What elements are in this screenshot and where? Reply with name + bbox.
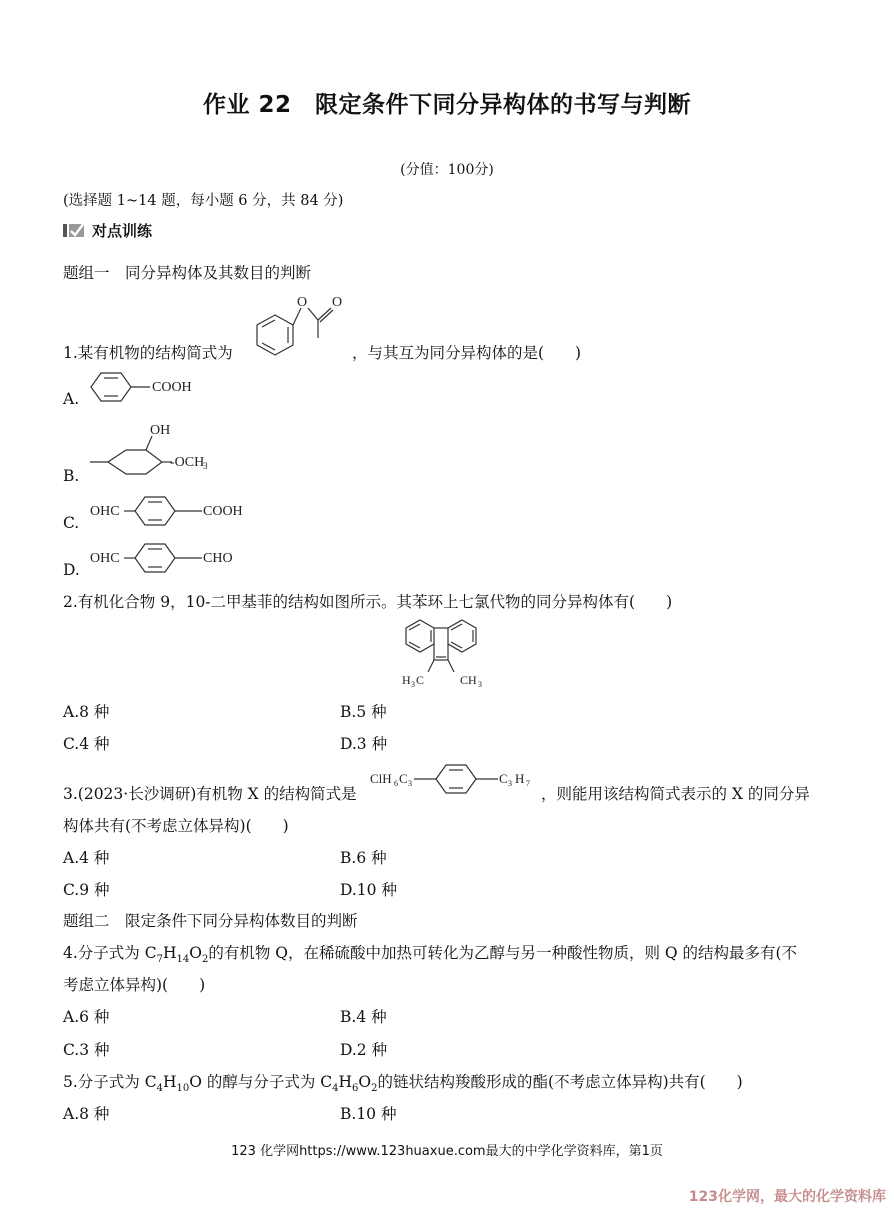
q3-left-sub2: 3	[408, 779, 412, 788]
q3-option-d: D.10 种	[340, 881, 397, 899]
q3-right-sub2: 7	[526, 779, 530, 788]
q1-phenyl-acetate-structure	[248, 290, 358, 360]
q1-a-cooh: COOH	[152, 380, 192, 395]
q4-line2: 考虑立体异构)( )	[63, 976, 206, 994]
q3-left-sub1: 6	[394, 779, 398, 788]
q3-suffix: ，则能用该结构简式表示的 X 的同分异	[541, 785, 810, 803]
q1-d-cho: CHO	[203, 551, 233, 566]
q1-c-ohc: OHC	[90, 504, 120, 519]
q3-prefix: 3.(2023·长沙调研)有机物 X 的结构简式是	[63, 785, 357, 803]
page-footer: 123 化学网https://www.123huaxue.com最大的中学化学资料库，第1页	[231, 1144, 663, 1159]
q3-structure	[370, 762, 545, 798]
q5-option-a: A.8 种	[63, 1105, 110, 1123]
section-title: 对点训练	[92, 222, 153, 240]
q1-option-d-label: D.	[63, 561, 80, 579]
q1-d-ohc: OHC	[90, 551, 120, 566]
group-heading-1: 题组一 同分异构体及其数目的判断	[63, 264, 312, 282]
score-note: (分值：100分)	[400, 162, 494, 178]
q1-b-oh: OH	[150, 423, 171, 438]
page-title: 作业 22 限定条件下同分异构体的书写与判断	[202, 92, 691, 118]
q1-option-c-label: C.	[63, 514, 80, 532]
q3-left-c: C	[399, 771, 408, 786]
q2-option-b: B.5 种	[340, 703, 387, 721]
q1-option-b-structure	[88, 418, 218, 484]
q1-c-cooh: COOH	[203, 504, 243, 519]
q2-option-d: D.3 种	[340, 735, 388, 753]
q2-me-left-sub: 3	[411, 680, 415, 689]
q2-stem: 2.有机化合物 9，10-二甲基菲的结构如图所示。其苯环上七氯代物的同分异构体有( )	[63, 593, 673, 611]
instructions: (选择题 1~14 题，每小题 6 分，共 84 分)	[63, 193, 344, 209]
q2-me-left-c: C	[416, 673, 425, 687]
q4-option-b: B.4 种	[340, 1008, 387, 1026]
q5-stem: 5.分子式为 $C_4H_{10}O$ 的醇与分子式为 $C_4H_6O_2$的链状结构羧酸形成的酯(不考虑立体异构)共有( )	[63, 1073, 743, 1095]
q3-option-a: A.4 种	[63, 849, 110, 867]
q4-option-a: A.6 种	[63, 1008, 110, 1026]
q2-me-right: CH	[460, 673, 477, 687]
q1-option-c-structure	[90, 494, 260, 530]
q3-left-clh: ClH	[370, 771, 392, 786]
q1-option-a-label: A.	[63, 390, 80, 408]
q1-suffix: ，与其互为同分异构体的是( )	[352, 344, 582, 362]
q3-option-c: C.9 种	[63, 881, 110, 899]
group-heading-2: 题组二 限定条件下同分异构体数目的判断	[63, 912, 358, 930]
q4-option-c: C.3 种	[63, 1041, 110, 1059]
q1-struct-o1: O	[297, 295, 308, 310]
q3-right-c: C	[499, 771, 508, 786]
q2-dimethylphenanthrene-structure	[400, 616, 500, 691]
q1-option-d-structure	[90, 541, 260, 577]
q1-option-a-structure	[88, 370, 208, 406]
q4-option-d: D.2 种	[340, 1041, 388, 1059]
q2-me-right-sub: 3	[478, 680, 482, 689]
q3-option-b: B.6 种	[340, 849, 387, 867]
watermark: 123化学网，最大的化学资料库	[688, 1189, 886, 1205]
q3-right-sub1: 3	[508, 779, 512, 788]
q3-line2: 构体共有(不考虑立体异构)( )	[63, 817, 289, 835]
q3-right-h: H	[515, 771, 525, 786]
q1-b-och3: -OCH	[170, 455, 205, 470]
q1-b-och3-sub: 3	[203, 461, 208, 471]
q1-prefix: 1.某有机物的结构简式为	[63, 344, 233, 362]
q1-struct-o2: O	[332, 295, 343, 310]
q5-option-b: B.10 种	[340, 1105, 397, 1123]
q2-me-left-h: H	[402, 673, 411, 687]
q4-line1: 4.分子式为 $C_7H_{14}O_2$的有机物 Q，在稀硫酸中加热可转化为乙醇与另一种酸性物质，则 Q 的结构最多有(不	[63, 944, 798, 966]
q1-option-b-label: B.	[63, 467, 80, 485]
q2-option-a: A.8 种	[63, 703, 110, 721]
checkmark-icon	[63, 223, 85, 238]
q2-option-c: C.4 种	[63, 735, 110, 753]
